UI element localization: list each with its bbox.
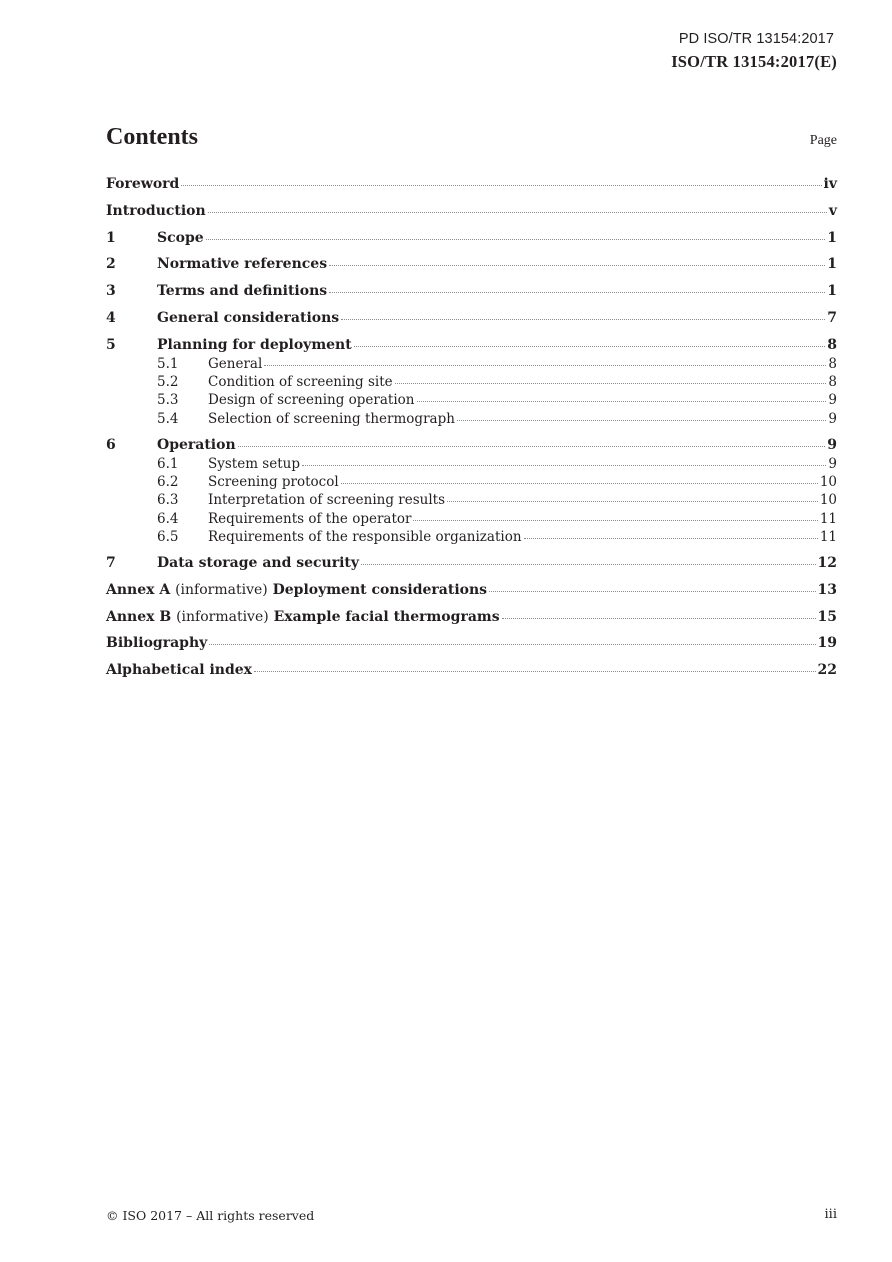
dot-leader: [208, 212, 827, 213]
toc-entry-title: Screening protocol: [208, 474, 339, 490]
toc-entry-page: 12: [817, 554, 837, 571]
toc-entry-page: 7: [827, 310, 837, 326]
toc-entry[interactable]: [106, 374, 837, 390]
toc-entry-page: 10: [819, 474, 837, 490]
dot-leader: [206, 239, 826, 240]
dot-leader: [457, 420, 826, 421]
toc-entry-page: iv: [823, 176, 837, 192]
dot-leader: [254, 671, 815, 672]
dot-leader: [238, 446, 826, 447]
toc-entry-page: 22: [817, 662, 837, 679]
toc-entry-page: 11: [819, 528, 837, 545]
toc-entry[interactable]: [106, 337, 837, 353]
header-iso-number: ISO/TR 13154:2017(E): [671, 52, 837, 71]
toc-entry[interactable]: [106, 356, 837, 372]
contents-title: Contents: [106, 124, 199, 150]
toc-entry-number: 6.1: [157, 455, 179, 472]
dot-leader: [395, 383, 827, 384]
toc-entry-number: 2: [106, 256, 116, 273]
toc-entry-title: General: [208, 355, 263, 372]
toc-entry[interactable]: [106, 230, 837, 246]
toc-entry-page: 13: [817, 581, 837, 598]
dot-leader: [524, 538, 818, 539]
dot-leader: [209, 644, 815, 645]
toc-entry-page: 10: [819, 492, 837, 509]
toc-entry-title: Operation: [157, 436, 236, 453]
annex-title: Deployment considerations: [272, 581, 488, 598]
toc-entry-number: 5.1: [157, 355, 179, 372]
toc-entry-page: 9: [828, 410, 837, 427]
toc-entry-title: Condition of screening site: [208, 374, 393, 391]
dot-leader: [341, 483, 818, 484]
annex-title: Example facial thermograms: [273, 608, 500, 625]
toc-entry[interactable]: [106, 582, 837, 598]
toc-entry-page: 1: [827, 229, 837, 246]
toc-entry-page: 1: [827, 256, 837, 273]
dot-leader: [302, 465, 826, 466]
toc-entry-page: 8: [828, 374, 837, 391]
annex-note: (informative): [176, 608, 269, 625]
toc-entry-title: Planning for deployment: [157, 336, 352, 353]
toc-entry-number: 5.2: [157, 374, 179, 391]
toc-entry-title: Data storage and security: [157, 554, 360, 571]
dot-leader: [417, 401, 827, 402]
toc-entry-page: 19: [817, 635, 837, 652]
toc-entry-page: 11: [819, 510, 837, 527]
dot-leader: [447, 501, 818, 502]
toc-entry-page: 9: [828, 455, 837, 472]
toc-entry[interactable]: [106, 555, 837, 571]
toc-entry[interactable]: [106, 474, 837, 490]
toc-entry-page: 9: [828, 392, 837, 409]
dot-leader: [361, 564, 815, 565]
toc-entry-title: Interpretation of screening results: [208, 492, 446, 509]
toc-entry-page: 1: [827, 283, 837, 300]
toc-entry[interactable]: [106, 203, 837, 219]
toc-entry-number: 5.3: [157, 392, 179, 409]
toc-entry[interactable]: [106, 456, 837, 472]
toc-entry-page: v: [828, 202, 837, 219]
toc-entry[interactable]: [106, 609, 837, 625]
toc-entry-title: System setup: [208, 455, 300, 472]
dot-leader: [329, 292, 825, 293]
toc-entry-title: Foreword: [106, 176, 180, 192]
toc-entry-title: Normative references: [157, 256, 328, 273]
toc-entry[interactable]: [106, 411, 837, 427]
toc-entry-number: 5: [106, 336, 116, 353]
dot-leader: [341, 319, 825, 320]
toc-entry[interactable]: [106, 256, 837, 272]
toc-entry[interactable]: [106, 437, 837, 453]
footer-page-number: iii: [824, 1207, 837, 1222]
dot-leader: [181, 185, 821, 186]
toc-entry-title: Requirements of the responsible organization: [208, 528, 522, 545]
toc-entry[interactable]: [106, 662, 837, 678]
dot-leader: [502, 618, 816, 619]
toc-entry[interactable]: [106, 635, 837, 651]
toc-entry-page: 9: [827, 436, 837, 453]
dot-leader: [264, 365, 826, 366]
toc-entry-number: 6: [106, 436, 116, 453]
toc-entry-title: Bibliography: [106, 635, 208, 652]
header-pd-number: PD ISO/TR 13154:2017: [678, 31, 834, 47]
footer-copyright: © ISO 2017 – All rights reserved: [106, 1208, 315, 1223]
toc-entry[interactable]: [106, 511, 837, 527]
toc-entry[interactable]: [106, 310, 837, 326]
toc-entry-title: [106, 582, 487, 598]
toc-entry[interactable]: [106, 529, 837, 545]
annex-note: (informative): [175, 581, 268, 598]
dot-leader: [329, 265, 825, 266]
annex-label: Annex B: [106, 608, 172, 625]
toc-entry-number: 6.2: [157, 474, 179, 490]
toc-entry-title: Design of screening operation: [208, 392, 415, 409]
dot-leader: [489, 591, 815, 592]
toc-entry[interactable]: [106, 283, 837, 299]
toc-entry-number: 5.4: [157, 410, 179, 427]
toc-entry-title: Alphabetical index: [106, 662, 253, 679]
dot-leader: [413, 520, 817, 521]
toc-entry-number: 3: [106, 283, 116, 300]
toc-entry-title: Terms and definitions: [157, 283, 328, 300]
toc-entry[interactable]: [106, 492, 837, 508]
toc-entry-number: 6.3: [157, 492, 179, 509]
toc-entry[interactable]: [106, 392, 837, 408]
toc-entry-page: 15: [817, 608, 837, 625]
toc-entry-number: 4: [106, 310, 116, 326]
toc-entry-number: 6.4: [157, 510, 179, 527]
toc-entry-page: 8: [827, 336, 837, 353]
toc-entry-title: Selection of screening thermograph: [208, 410, 455, 427]
toc-entry-title: General considerations: [157, 310, 340, 326]
toc-entry-title: Scope: [157, 229, 204, 246]
page-column-label: Page: [809, 133, 837, 148]
toc-entry-number: 7: [106, 554, 116, 571]
toc-entry[interactable]: [106, 176, 837, 192]
toc-entry-number: 1: [106, 229, 116, 246]
toc-entry-title: [106, 609, 500, 625]
annex-label: Annex A: [106, 581, 171, 598]
toc-entry-page: 8: [828, 355, 837, 372]
toc-entry-title: Introduction: [106, 202, 206, 219]
toc-entry-number: 6.5: [157, 528, 179, 545]
toc-entry-title: Requirements of the operator: [208, 510, 412, 527]
dot-leader: [354, 346, 826, 347]
